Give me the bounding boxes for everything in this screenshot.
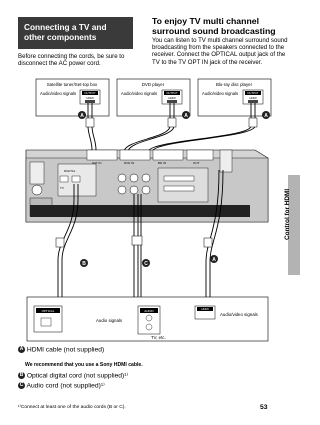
- page-number: 53: [260, 404, 268, 411]
- device-bluray: [198, 79, 271, 116]
- legend-item-c: [18, 382, 105, 390]
- device-name: Satellite tuner/Set-top box: [46, 82, 98, 87]
- badge-a: A: [19, 346, 24, 352]
- tv-port-label: AUDIO: [144, 309, 154, 313]
- svg-text:B: B: [82, 261, 86, 267]
- svg-text:A: A: [264, 113, 268, 119]
- receiver-label: SAT IN: [92, 161, 102, 165]
- port-label: OUTPUT: [247, 91, 259, 95]
- device-satellite: [36, 79, 109, 116]
- port-label: HDMI: [86, 96, 94, 100]
- tv-box: [27, 297, 268, 341]
- cable-badge-c: [142, 259, 150, 267]
- tv-label: TV, etc.: [151, 335, 166, 340]
- tv-port-label: OPTICAL: [41, 309, 55, 313]
- receiver-label: BD IN: [158, 161, 167, 165]
- legend-note: We recommend that you use a Sony HDMI cable.: [25, 362, 143, 368]
- device-name: Blu-ray disc player: [215, 82, 253, 87]
- receiver-label: TV: [60, 186, 64, 190]
- port-label: OUTPUT: [166, 91, 178, 95]
- device-signal: Audio/video signals: [202, 91, 239, 96]
- tv-port-label: HDMI: [201, 307, 209, 311]
- side-tab-label: Control for HDMI: [284, 188, 291, 240]
- receiver-label: OUT: [193, 161, 200, 165]
- device-dvd: [117, 79, 190, 116]
- device-signal: Audio/video signals: [40, 91, 77, 96]
- port-label: HDMI: [249, 96, 257, 100]
- badge-c: C: [19, 382, 24, 388]
- legend-text: Optical digital cord (not supplied)¹⁾: [26, 372, 129, 380]
- port-label: HDMI: [168, 96, 176, 100]
- receiver-panel: [26, 150, 268, 222]
- tv-av-signals: Audio/video signals: [220, 312, 258, 317]
- cable-badge-a-3: [262, 111, 270, 119]
- footnote: ¹⁾Connect at least one of the audio cords (B or C).: [18, 405, 126, 410]
- legend-item-b: [18, 372, 128, 380]
- device-name: DVD player: [141, 82, 165, 87]
- device-signal: Audio/video signals: [121, 91, 158, 96]
- receiver-label: DVD IN: [124, 161, 135, 165]
- cable-badge-b: [80, 259, 88, 267]
- legend-text: HDMI cable (not supplied): [26, 346, 105, 354]
- port-label: OUTPUT: [84, 91, 96, 95]
- svg-text:A: A: [184, 113, 188, 119]
- svg-text:C: C: [144, 261, 148, 267]
- svg-text:A: A: [80, 113, 84, 119]
- receiver-label: DIGITAL: [64, 169, 76, 173]
- legend-text: Audio cord (not supplied)¹⁾: [26, 382, 105, 390]
- tv-audio-signals: Audio signals: [96, 318, 123, 323]
- legend-item-a: [18, 346, 104, 354]
- subheading: To enjoy TV multi channel surround sound broadcasting: [152, 16, 276, 36]
- subheading-body: You can listen to TV multi channel surround sound broadcasting from the speakers connected to the receiver. Connect the OPTICAL output jack of the TV to the TV OPT IN jack of the receiver.: [152, 37, 288, 66]
- svg-text:A: A: [212, 257, 216, 263]
- cable-badge-a-1: [78, 111, 86, 119]
- intro-text: Before connecting the cords, be sure to disconnect the AC power cord.: [18, 53, 125, 68]
- cable-badge-a-4: [210, 255, 218, 263]
- badge-b: B: [19, 372, 24, 378]
- section-title: Connecting a TV and other components: [18, 17, 133, 49]
- cable-badge-a-2: [182, 111, 190, 119]
